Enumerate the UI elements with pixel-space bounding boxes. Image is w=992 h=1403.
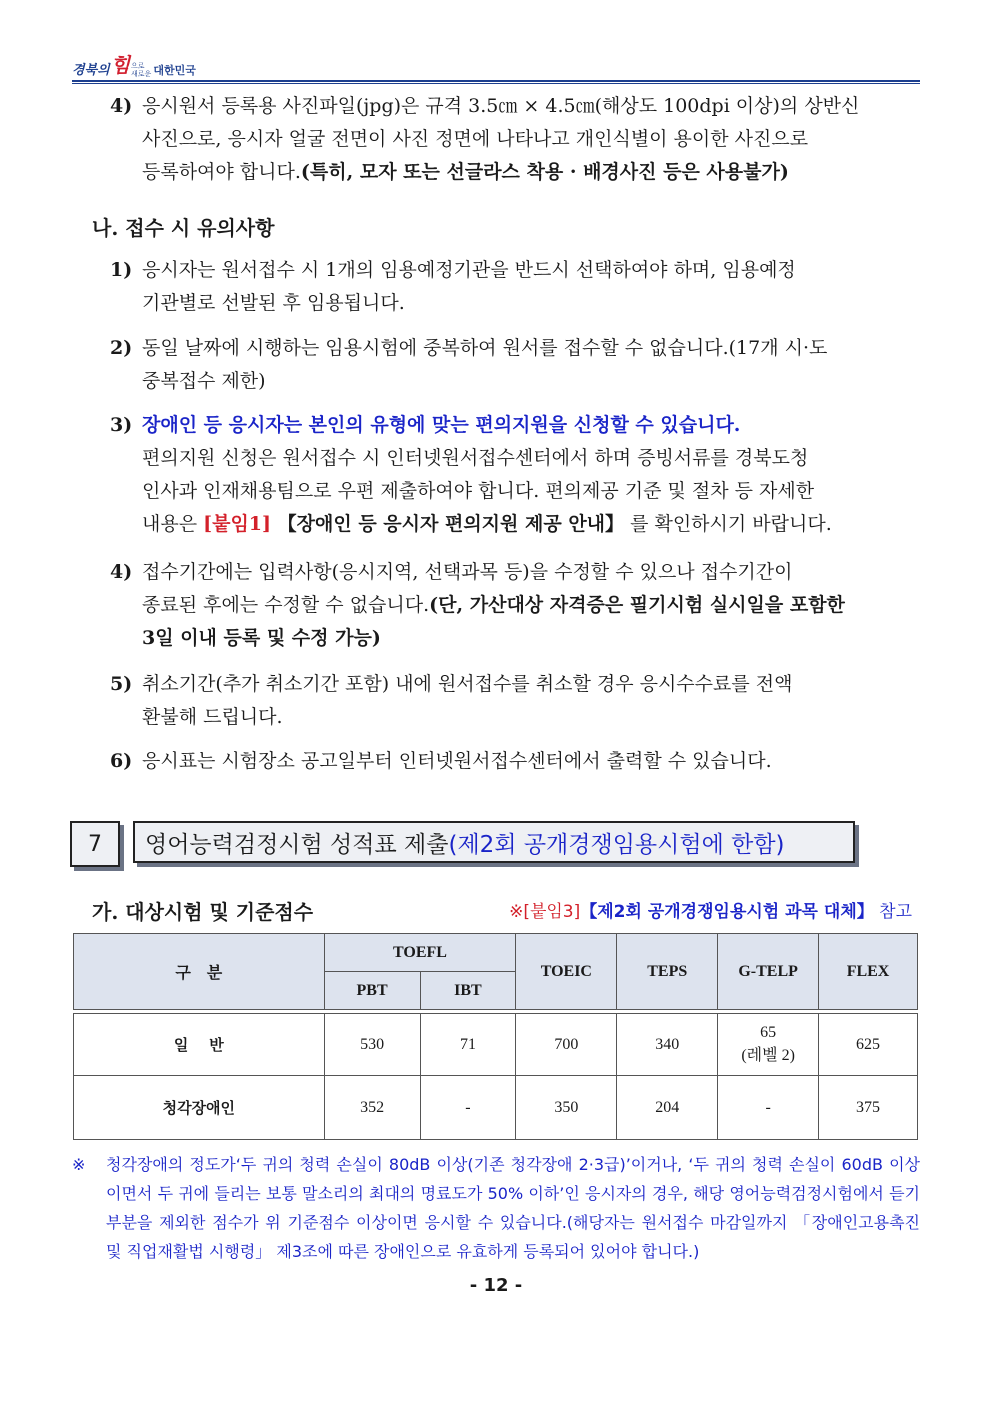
cell-toeic: 700 bbox=[516, 1014, 617, 1076]
item-emphasis: (단, 가산대상 자격증은 필기시험 실시일을 포함한 bbox=[429, 594, 845, 616]
item-line: 접수기간에는 입력사항(응시지역, 선택과목 등)을 수정할 수 있으나 접수기간이 bbox=[142, 561, 793, 583]
list-item bbox=[142, 332, 922, 398]
header-rule bbox=[72, 80, 920, 82]
item-line: 편의지원 신청은 원서접수 시 인터넷원서접수센터에서 하며 증빙서류를 경북도청 bbox=[142, 447, 809, 469]
reference-title: 【제2회 공개경쟁임용시험 과목 대체】 bbox=[580, 902, 874, 922]
cell-ibt: - bbox=[420, 1076, 516, 1140]
cell-flex: 625 bbox=[819, 1014, 918, 1076]
item-number: 5) bbox=[110, 673, 133, 695]
header-cell-category: 구 분 bbox=[74, 934, 325, 1010]
item-number: 1) bbox=[110, 259, 133, 281]
item-number: 4) bbox=[110, 561, 133, 583]
section-title-box bbox=[133, 821, 855, 863]
item-number: 6) bbox=[110, 750, 133, 772]
reference-tail: 참고 bbox=[873, 902, 912, 922]
cell-toeic: 350 bbox=[516, 1076, 617, 1140]
logo-mark: 힘 bbox=[110, 53, 131, 77]
section-subtitle: (제2회 공개경쟁임용시험에 한함) bbox=[448, 831, 785, 858]
item-line: 환불해 드립니다. bbox=[142, 706, 283, 728]
list-item bbox=[142, 409, 922, 541]
cell-gtelp: - bbox=[718, 1076, 819, 1140]
item-line bbox=[142, 156, 922, 189]
item-line: 기관별로 선발된 후 임용됩니다. bbox=[142, 292, 405, 314]
reference-attachment: [붙임3] bbox=[523, 902, 581, 922]
cell-flex: 375 bbox=[819, 1076, 918, 1140]
item-number: 3) bbox=[110, 414, 133, 436]
header-cell-flex: FLEX bbox=[819, 934, 918, 1010]
item-number: 2) bbox=[110, 337, 133, 359]
list-item bbox=[142, 556, 922, 655]
section-number-box: 7 bbox=[70, 821, 120, 867]
item-text: 등록하여야 합니다. bbox=[142, 161, 301, 183]
section-heading-ga: 가. 대상시험 및 기준점수 bbox=[92, 900, 314, 924]
list-item bbox=[142, 254, 922, 320]
logo-script: 경북의 bbox=[72, 63, 110, 78]
item-line bbox=[142, 589, 922, 622]
item-line: 취소기간(추가 취소기간 포함) 내에 원서접수를 취소할 경우 응시수수료를 전액 bbox=[142, 673, 793, 695]
header-cell-toefl: TOEFL bbox=[324, 934, 516, 972]
header-cell-ibt: IBT bbox=[420, 972, 516, 1010]
item-line: 응시표는 시험장소 공고일부터 인터넷원서접수센터에서 출력할 수 있습니다. bbox=[142, 750, 772, 772]
table-row bbox=[74, 1076, 918, 1140]
logo-small-line2: 새로운 bbox=[131, 70, 152, 78]
table-row bbox=[74, 1014, 918, 1076]
page-number: - 12 - bbox=[469, 1275, 523, 1296]
item-text: 를 확인하시기 바랍니다. bbox=[630, 513, 832, 535]
item-line: 응시원서 등록용 사진파일(jpg)은 규격 3.5㎝ × 4.5㎝(해상도 100dpi 이상)의 상반신 bbox=[142, 95, 860, 117]
item-line: 사진으로, 응시자 얼굴 전면이 사진 정면에 나타나고 개인식별이 용이한 사진으로 bbox=[142, 128, 809, 150]
item-text: 내용은 bbox=[142, 513, 204, 535]
section-title: 영어능력검정시험 성적표 제출 bbox=[145, 831, 449, 858]
header-cell-toeic: TOEIC bbox=[516, 934, 617, 1010]
cell-gtelp-level: (레벨 2) bbox=[741, 1047, 795, 1064]
section-heading-na: 나. 접수 시 유의사항 bbox=[92, 216, 275, 240]
header-cell-teps: TEPS bbox=[617, 934, 718, 1010]
reference-note bbox=[509, 897, 912, 922]
item-line: 동일 날짜에 시행하는 임용시험에 중복하여 원서를 접수할 수 없습니다.(17개 시·도 bbox=[142, 337, 828, 359]
cell-pbt: 530 bbox=[324, 1014, 420, 1076]
item-highlight: 장애인 등 응시자는 본인의 유형에 맞는 편의지원을 신청할 수 있습니다. bbox=[142, 414, 741, 436]
attachment-ref: [붙임1] bbox=[203, 513, 272, 535]
header-cell-gtelp: G-TELP bbox=[718, 934, 819, 1010]
item-emphasis: 3일 이내 등록 및 수정 가능) bbox=[142, 627, 381, 649]
footnote-text: 청각장애의 정도가‘두 귀의 청력 손실이 80dB 이상(기존 청각장애 2·3급)’이거나, ‘두 귀의 청력 손실이 60dB 이상이면서 두 귀에 들리는 보통 말소리의 최대의 명료도가 50% 이하’인 응시자의 경우, 해당 영어능력검정시험에서 듣기부분을 제외한 점수가 위 기준점수 이상이면 응시할 수 있습니다.(해당자는 원서접수 마감일까지 「장애인고용촉진 및 직업재활법 시행령」 제3조에 따른 장애인으로 유효하게 등록되어 있어야 합니다.) bbox=[106, 1155, 920, 1261]
cell-teps: 340 bbox=[617, 1014, 718, 1076]
header-rule-thin bbox=[72, 83, 920, 84]
item-text: 종료된 후에는 수정할 수 없습니다. bbox=[142, 594, 430, 616]
cell-pbt: 352 bbox=[324, 1076, 420, 1140]
header-logo bbox=[72, 54, 196, 78]
cell-ibt: 71 bbox=[420, 1014, 516, 1076]
header-cell-pbt: PBT bbox=[324, 972, 420, 1010]
footnote-mark: ※ bbox=[72, 1155, 86, 1174]
list-item bbox=[142, 668, 922, 734]
item-number: 4) bbox=[110, 95, 133, 117]
item-line bbox=[142, 508, 922, 541]
item-emphasis: (특히, 모자 또는 선글라스 착용 · 배경사진 등은 사용불가) bbox=[300, 161, 789, 183]
logo-small-line1: 으로 bbox=[131, 62, 145, 70]
reference-mark: ※ bbox=[509, 902, 524, 922]
footnote bbox=[72, 1150, 920, 1266]
cell-gtelp bbox=[718, 1014, 819, 1076]
logo-small-text bbox=[131, 62, 151, 78]
logo-korea: 대한민국 bbox=[153, 64, 196, 77]
item-line: 인사과 인재채용팀으로 우편 제출하여야 합니다. 편의제공 기준 및 절차 등 자세한 bbox=[142, 480, 815, 502]
score-table bbox=[73, 933, 918, 1140]
row-label: 청각장애인 bbox=[74, 1076, 325, 1140]
attachment-title: 【장애인 등 응시자 편의지원 제공 안내】 bbox=[271, 513, 625, 535]
cell-gtelp-score: 65 bbox=[760, 1024, 777, 1041]
row-label: 일 반 bbox=[74, 1014, 325, 1076]
item-line: 중복접수 제한) bbox=[142, 370, 266, 392]
cell-teps: 204 bbox=[617, 1076, 718, 1140]
list-item bbox=[142, 745, 922, 778]
list-item bbox=[142, 90, 922, 189]
item-line: 응시자는 원서접수 시 1개의 임용예정기관을 반드시 선택하여야 하며, 임용예정 bbox=[142, 259, 796, 281]
table-header-row bbox=[74, 934, 918, 972]
